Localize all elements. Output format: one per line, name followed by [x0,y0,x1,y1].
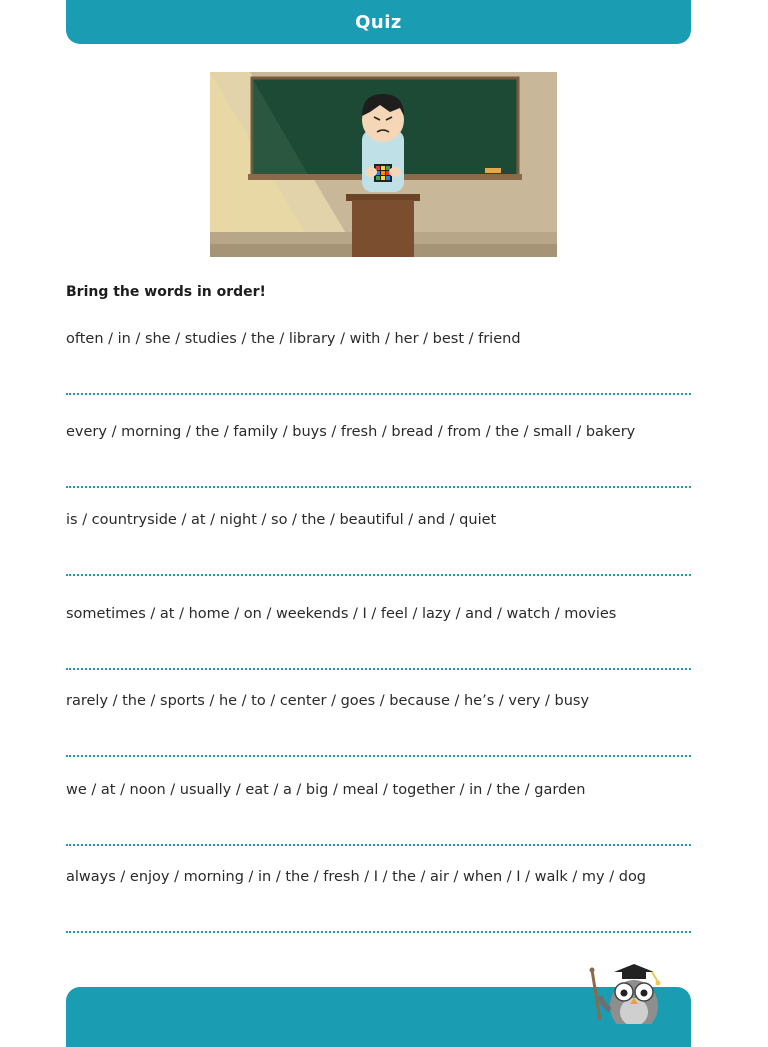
header-bar [66,0,691,44]
word-list: rarely / the / sports / he / to / center / goes / because / he’s / very / busy [66,693,590,709]
answer-line[interactable] [66,486,691,488]
word-list: is / countryside / at / night / so / the / beautiful / and / quiet [66,512,497,528]
answer-line[interactable] [66,574,691,576]
answer-line[interactable] [66,668,691,670]
word-list: always / enjoy / morning / in / the / fresh / I / the / air / when / I / walk / my / dog [66,869,647,885]
classroom-illustration [210,72,557,257]
word-list: we / at / noon / usually / eat / a / big / meal / together / in / the / garden [66,782,586,798]
answer-line[interactable] [66,755,691,757]
word-list: every / morning / the / family / buys / fresh / bread / from / the / small / bakery [66,424,636,440]
word-list: often / in / she / studies / the / library / with / her / best / friend [66,331,521,347]
word-list: sometimes / at / home / on / weekends / I / feel / lazy / and / watch / movies [66,606,617,622]
instruction-text: Bring the words in order! [66,284,266,300]
page-title: Quiz [355,11,402,33]
answer-line[interactable] [66,393,691,395]
answer-line[interactable] [66,931,691,933]
owl-teacher-icon [586,960,670,1024]
answer-line[interactable] [66,844,691,846]
